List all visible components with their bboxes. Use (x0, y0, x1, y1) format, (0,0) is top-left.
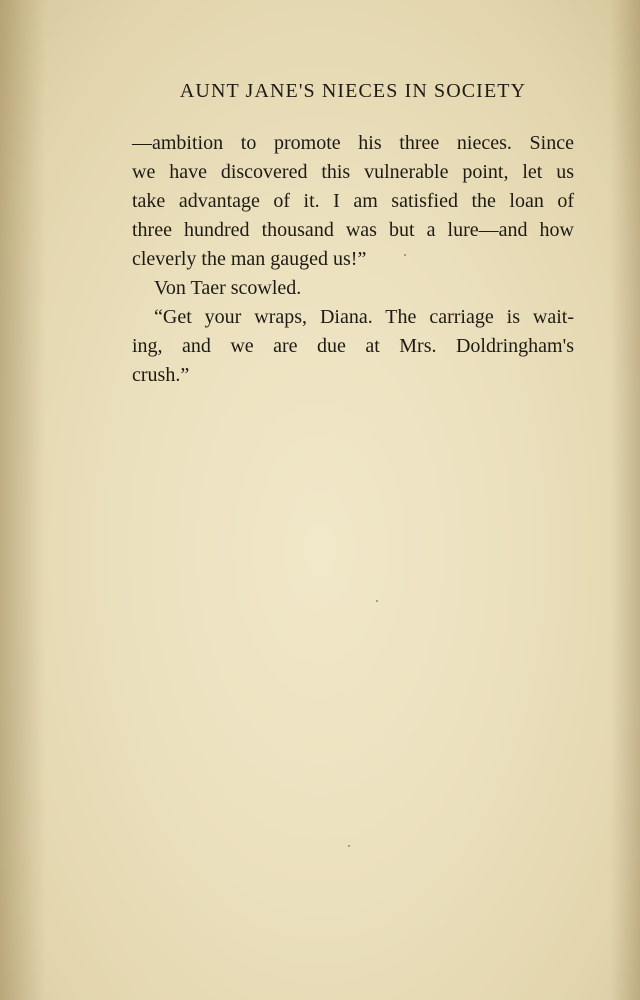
body-text (132, 129, 574, 390)
text-line: three hundred thousand was but a lure—and how (132, 219, 574, 241)
paper-speck (376, 600, 378, 602)
paper-speck (404, 254, 406, 256)
paper-speck (348, 845, 350, 847)
text-line: take advantage of it. I am satisfied the loan of (132, 190, 574, 212)
text-line: “Get your wraps, Diana. The carriage is wait- (154, 306, 574, 328)
text-line: cleverly the man gauged us!” (132, 248, 367, 270)
text-line: —ambition to promote his three nieces. Since (132, 132, 574, 154)
text-line: Von Taer scowled. (154, 277, 302, 299)
text-line: crush.” (132, 364, 190, 386)
text-line: we have discovered this vulnerable point, let us (132, 161, 574, 183)
text-line: ing, and we are due at Mrs. Doldringham's (132, 335, 574, 357)
running-head: AUNT JANE'S NIECES IN SOCIETY (179, 80, 527, 102)
